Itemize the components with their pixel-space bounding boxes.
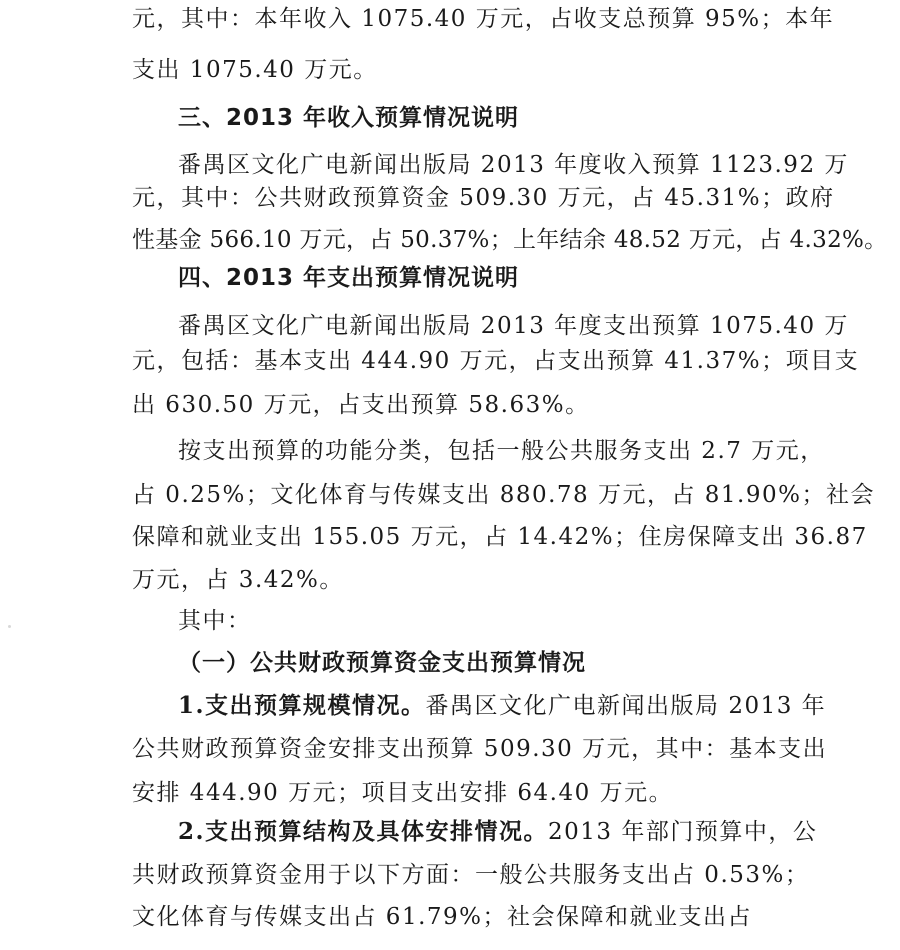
- section-heading-3: 三、2013 年收入预算情况说明: [178, 105, 520, 131]
- paragraph-line: 公共财政预算资金安排支出预算 509.30 万元，其中：基本支出: [132, 736, 828, 762]
- item-text: 2013 年部门预算中，公: [548, 819, 818, 845]
- paragraph-line: 元，其中：公共财政预算资金 509.30 万元，占 45.31%；政府: [132, 185, 835, 211]
- paragraph-line: 元，其中：本年收入 1075.40 万元，占收支总预算 95%；本年: [132, 6, 835, 32]
- paragraph-line: 元，包括：基本支出 444.90 万元，占支出预算 41.37%；项目支: [132, 348, 860, 374]
- scan-speck: [8, 625, 11, 628]
- paragraph-line: 占 0.25%；文化体育与传媒支出 880.78 万元，占 81.90%；社会: [132, 482, 875, 508]
- subsection-heading-1: （一）公共财政预算资金支出预算情况: [178, 650, 586, 676]
- paragraph-line: 万元，占 3.42%。: [132, 567, 344, 593]
- paragraph-line: 性基金 566.10 万元，占 50.37%；上年结余 48.52 万元，占 4.32%。: [132, 227, 888, 253]
- paragraph-line: [178, 817, 817, 847]
- paragraph-line: 番禺区文化广电新闻出版局 2013 年度支出预算 1075.40 万: [178, 313, 849, 339]
- paragraph-line: 共财政预算资金用于以下方面：一般公共服务支出占 0.53%；: [132, 862, 810, 888]
- paragraph-line: 出 630.50 万元，占支出预算 58.63%。: [132, 392, 590, 418]
- paragraph-line: 文化体育与传媒支出占 61.79%；社会保障和就业支出占: [132, 904, 753, 930]
- paragraph-line: 保障和就业支出 155.05 万元，占 14.42%；住房保障支出 36.87: [132, 524, 868, 550]
- paragraph-line: 按支出预算的功能分类，包括一般公共服务支出 2.7 万元，: [178, 438, 825, 464]
- item-title-2: 2.支出预算结构及具体安排情况。: [178, 818, 549, 845]
- paragraph-line: 支出 1075.40 万元。: [132, 57, 378, 83]
- item-title-1: 1.支出预算规模情况。: [178, 692, 426, 719]
- paragraph-line: 番禺区文化广电新闻出版局 2013 年度收入预算 1123.92 万: [178, 152, 849, 178]
- paragraph-line: 安排 444.90 万元；项目支出安排 64.40 万元。: [132, 780, 674, 806]
- paragraph-line: 其中：: [178, 608, 252, 634]
- section-heading-4: 四、2013 年支出预算情况说明: [178, 265, 520, 291]
- paragraph-line: [178, 691, 826, 721]
- item-text: 番禺区文化广电新闻出版局 2013 年: [425, 693, 827, 719]
